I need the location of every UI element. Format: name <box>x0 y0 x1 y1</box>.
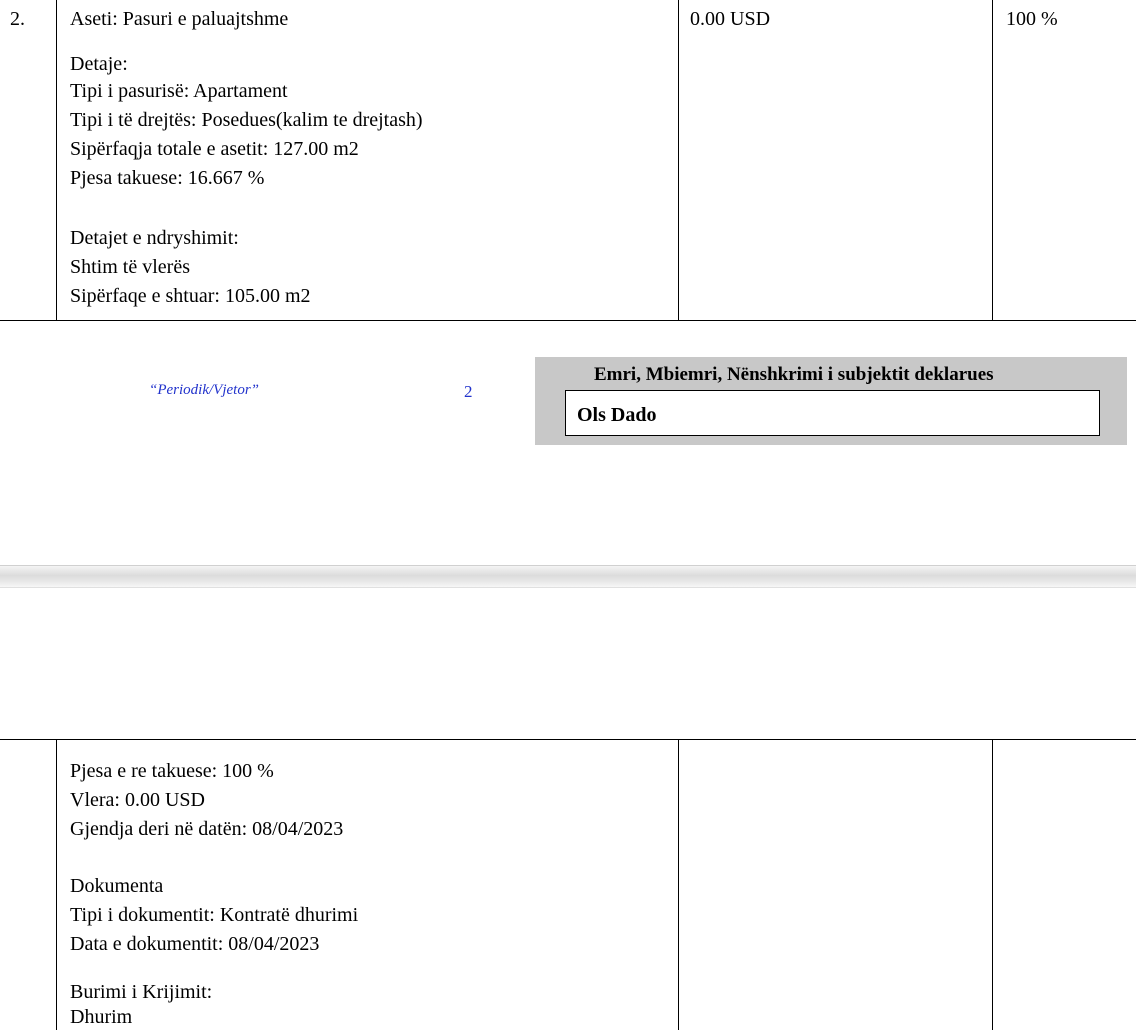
col-divider <box>56 739 57 1030</box>
origin-value: Dhurim <box>70 1006 133 1028</box>
page-break <box>0 565 1136 588</box>
report-period-label: “Periodik/Vjetor” <box>149 382 259 398</box>
value: Vlera: 0.00 USD <box>70 789 205 811</box>
total-area: Sipërfaqja totale e asetit: 127.00 m2 <box>70 138 359 160</box>
row-number: 2. <box>10 8 25 30</box>
new-share: Pjesa e re takuese: 100 % <box>70 760 274 782</box>
col-divider <box>992 739 993 1030</box>
row-top-border <box>0 739 1136 740</box>
as-of-date: Gjendja deri në datën: 08/04/2023 <box>70 818 344 840</box>
origin-heading: Burimi i Krijimit: <box>70 981 213 1003</box>
added-area: Sipërfaqe e shtuar: 105.00 m2 <box>70 285 311 307</box>
asset-percent: 100 % <box>1006 8 1058 30</box>
declarant-name: Ols Dado <box>577 404 657 426</box>
documents-heading: Dokumenta <box>70 875 164 897</box>
col-divider <box>992 0 993 321</box>
col-divider <box>678 0 679 321</box>
change-type: Shtim të vlerës <box>70 256 190 278</box>
property-type: Tipi i pasurisë: Apartament <box>70 80 288 102</box>
change-details-heading: Detajet e ndryshimit: <box>70 227 239 249</box>
col-divider <box>56 0 57 321</box>
document-type: Tipi i dokumentit: Kontratë dhurimi <box>70 904 359 926</box>
asset-type: Aseti: Pasuri e paluajtshme <box>70 8 289 30</box>
details-heading: Detaje: <box>70 53 128 75</box>
share: Pjesa takuese: 16.667 % <box>70 167 265 189</box>
col-divider <box>678 739 679 1030</box>
asset-value: 0.00 USD <box>690 8 771 30</box>
row-bottom-border <box>0 320 1136 321</box>
document-date: Data e dokumentit: 08/04/2023 <box>70 933 320 955</box>
signature-title: Emri, Mbiemri, Nënshkrimi i subjektit deklarues <box>594 364 994 385</box>
page-number: 2 <box>464 382 473 401</box>
right-type: Tipi i të drejtës: Posedues(kalim te drejtash) <box>70 109 423 131</box>
